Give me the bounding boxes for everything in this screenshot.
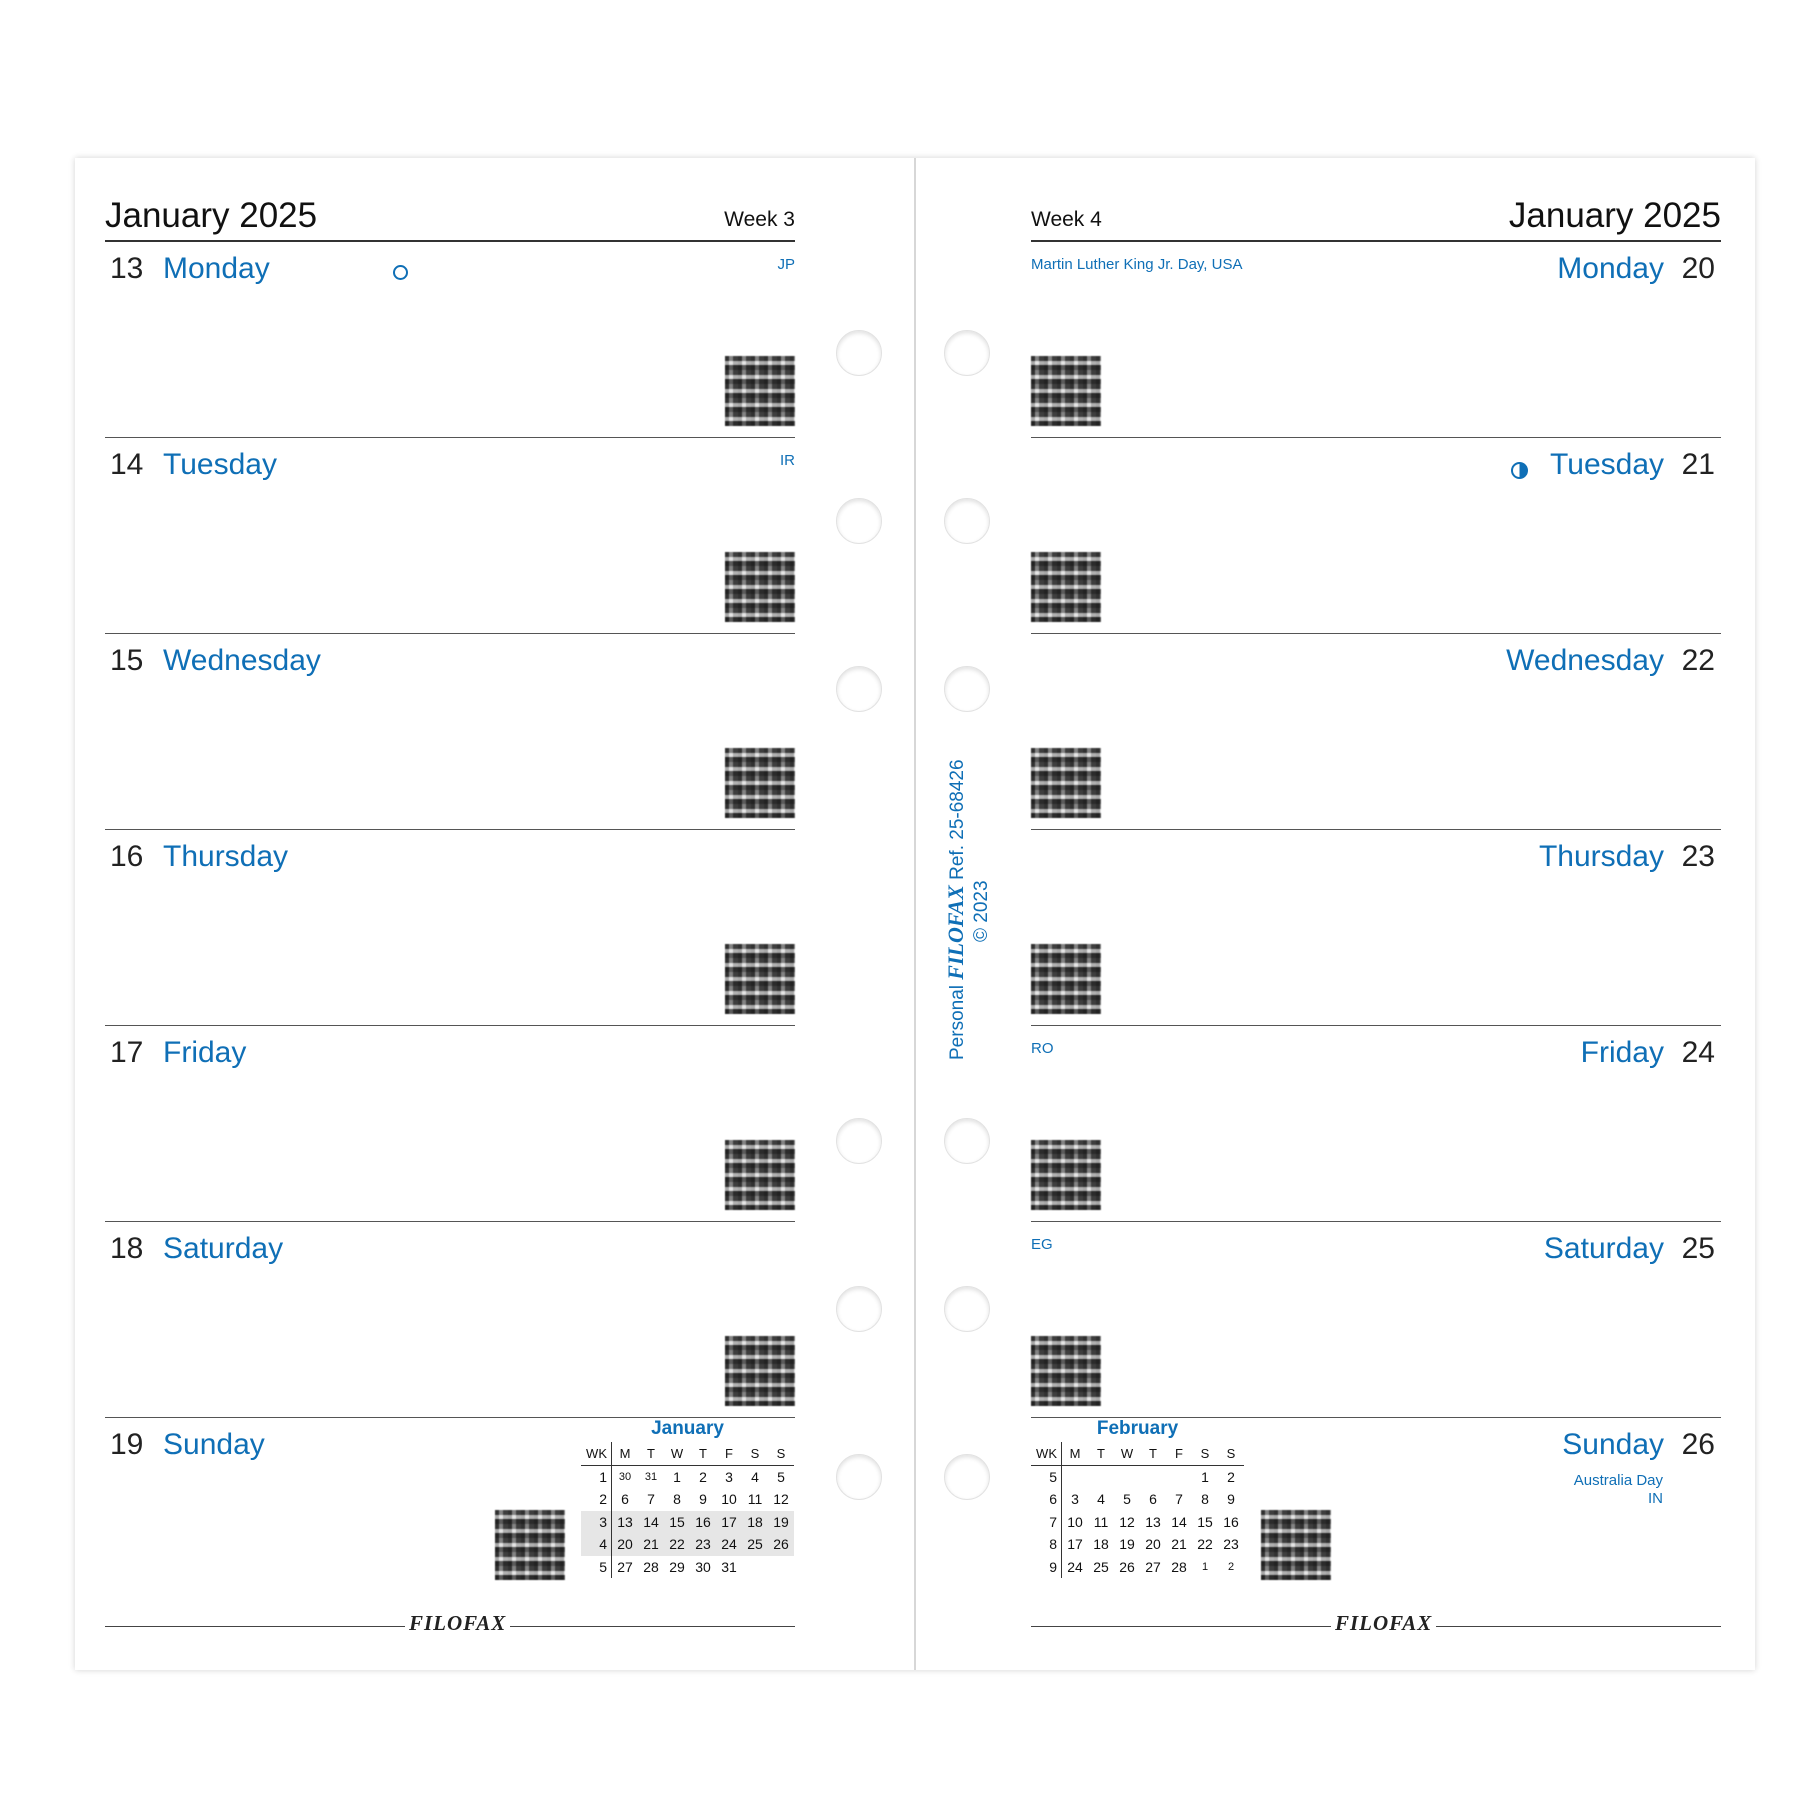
binder-hole — [944, 666, 990, 712]
date-cell: 28 — [1171, 1558, 1187, 1575]
date-cell: 21 — [638, 1533, 664, 1556]
mini-calendar-january — [581, 1418, 794, 1578]
date-cell: 19 — [1119, 1536, 1135, 1553]
mini-calendar-row — [581, 1465, 794, 1488]
qr-code-icon — [725, 1140, 795, 1210]
filofax-logo: FILOFAX — [405, 1611, 510, 1636]
holiday-label: RO — [1031, 1040, 1054, 1057]
day-name: Saturday — [1543, 1232, 1664, 1265]
date-cell: 19 — [768, 1511, 794, 1534]
left-page — [105, 158, 795, 1670]
date-cell: 1 — [1201, 1560, 1209, 1573]
day-block-17[interactable] — [105, 1026, 795, 1222]
holiday-label: JP — [777, 256, 795, 273]
mini-calendar-title: February — [1096, 1418, 1179, 1439]
day-number: 21 — [1681, 448, 1715, 481]
date-cell — [768, 1556, 794, 1579]
weekday-header: F — [1166, 1442, 1192, 1465]
date-cell: 9 — [699, 1491, 707, 1508]
date-cell: 2 — [1227, 1468, 1235, 1485]
week-number: 9 — [1031, 1556, 1062, 1579]
day-name: Wednesday — [163, 644, 321, 677]
date-cell: 17 — [1067, 1536, 1083, 1553]
day-block-24[interactable] — [1031, 1026, 1721, 1222]
date-cell: 31 — [644, 1470, 658, 1483]
day-name: Friday — [163, 1036, 247, 1069]
qr-code-icon — [725, 356, 795, 426]
day-name: Saturday — [163, 1232, 284, 1265]
date-cell: 7 — [1175, 1491, 1183, 1508]
date-cell: 5 — [1123, 1491, 1131, 1508]
binder-hole — [944, 1454, 990, 1500]
mini-calendar-title: January — [651, 1418, 724, 1439]
day-name: Sunday — [1562, 1428, 1664, 1461]
page-fold — [914, 158, 916, 1670]
date-cell: 21 — [1171, 1536, 1187, 1553]
qr-code-icon — [1031, 356, 1101, 426]
weekday-header: S — [742, 1442, 768, 1465]
day-block-18[interactable] — [105, 1222, 795, 1418]
date-cell: 8 — [673, 1491, 681, 1508]
mini-calendar-header — [581, 1442, 794, 1465]
day-number: 25 — [1681, 1232, 1715, 1265]
date-cell: 25 — [742, 1533, 768, 1556]
day-name: Wednesday — [1506, 644, 1664, 677]
date-cell — [1166, 1465, 1192, 1488]
weekday-header: W — [664, 1442, 690, 1465]
date-cell: 30 — [618, 1470, 632, 1483]
week-number: 6 — [1031, 1488, 1062, 1511]
date-cell: 2 — [1227, 1560, 1235, 1573]
binder-hole — [836, 1286, 882, 1332]
mini-calendar-row — [581, 1556, 794, 1579]
date-cell: 6 — [621, 1491, 629, 1508]
day-block-14[interactable] — [105, 438, 795, 634]
day-block-13[interactable] — [105, 242, 795, 438]
day-number: 23 — [1681, 840, 1715, 873]
day-name: Thursday — [163, 840, 289, 873]
date-cell: 24 — [1067, 1558, 1083, 1575]
filofax-logo: FILOFAX — [943, 885, 968, 980]
day-block-16[interactable] — [105, 830, 795, 1026]
date-cell: 30 — [695, 1558, 711, 1575]
date-cell: 10 — [721, 1491, 737, 1508]
date-cell: 31 — [721, 1558, 737, 1575]
day-number: 18 — [110, 1232, 144, 1265]
wk-header: WK — [1031, 1442, 1062, 1465]
date-cell: 10 — [1067, 1513, 1083, 1530]
day-name: Monday — [163, 252, 270, 285]
date-cell: 4 — [1097, 1491, 1105, 1508]
date-cell: 18 — [1093, 1536, 1109, 1553]
date-cell: 7 — [647, 1491, 655, 1508]
first-quarter-moon-icon — [1511, 462, 1528, 479]
qr-code-icon — [1031, 552, 1101, 622]
date-cell: 17 — [716, 1511, 742, 1534]
day-block-21[interactable] — [1031, 438, 1721, 634]
mini-calendar-row — [1031, 1488, 1244, 1511]
day-name: Sunday — [163, 1428, 265, 1461]
right-footer — [1031, 1611, 1721, 1641]
date-cell: 26 — [1119, 1558, 1135, 1575]
date-cell: 25 — [1093, 1558, 1109, 1575]
day-number: 26 — [1681, 1428, 1715, 1461]
date-cell: 14 — [638, 1511, 664, 1534]
weekday-header: S — [768, 1442, 794, 1465]
date-cell: 23 — [690, 1533, 716, 1556]
mini-calendar-header — [1031, 1442, 1244, 1465]
day-block-20[interactable] — [1031, 242, 1721, 438]
date-cell — [1088, 1465, 1114, 1488]
date-cell: 4 — [751, 1468, 759, 1485]
right-header — [1031, 188, 1721, 242]
date-cell: 18 — [742, 1511, 768, 1534]
mini-calendar-row — [1031, 1465, 1244, 1488]
day-name: Tuesday — [1550, 448, 1664, 481]
week-number: 7 — [1031, 1511, 1062, 1534]
day-number: 16 — [110, 840, 144, 873]
binder-hole — [944, 498, 990, 544]
day-block-15[interactable] — [105, 634, 795, 830]
date-cell: 12 — [773, 1491, 789, 1508]
date-cell: 3 — [1071, 1491, 1079, 1508]
product-size-label: Personal — [947, 985, 968, 1060]
day-number: 19 — [110, 1428, 144, 1461]
mini-calendar-row — [1031, 1556, 1244, 1579]
mini-calendar-row — [1031, 1533, 1244, 1556]
weekday-header: T — [1140, 1442, 1166, 1465]
binder-hole — [944, 330, 990, 376]
date-cell: 8 — [1201, 1491, 1209, 1508]
day-number: 20 — [1681, 252, 1715, 285]
mini-calendar-row — [581, 1488, 794, 1511]
qr-code-icon — [725, 944, 795, 1014]
date-cell: 16 — [690, 1511, 716, 1534]
day-number: 14 — [110, 448, 144, 481]
day-name: Monday — [1557, 252, 1664, 285]
qr-code-icon — [1031, 748, 1101, 818]
day-number: 15 — [110, 644, 144, 677]
right-page — [1031, 158, 1721, 1670]
holiday-label: IR — [780, 452, 795, 469]
binder-hole — [944, 1286, 990, 1332]
date-cell — [1114, 1465, 1140, 1488]
date-cell: 15 — [1197, 1513, 1213, 1530]
binder-hole — [836, 666, 882, 712]
month-title: January 2025 — [1508, 196, 1721, 235]
date-cell: 5 — [777, 1468, 785, 1485]
qr-code-icon — [725, 1336, 795, 1406]
day-block-25[interactable] — [1031, 1222, 1721, 1418]
wk-header: WK — [581, 1442, 612, 1465]
qr-code-icon — [725, 748, 795, 818]
spine-imprint — [944, 740, 1004, 1060]
date-cell — [742, 1556, 768, 1579]
holiday-note: Australia Day — [1573, 1472, 1663, 1489]
qr-code-icon — [1031, 1336, 1101, 1406]
date-cell: 20 — [1145, 1536, 1161, 1553]
mini-calendar-row — [1031, 1511, 1244, 1534]
full-moon-icon — [393, 265, 408, 280]
day-number: 24 — [1681, 1036, 1715, 1069]
qr-code-icon — [1261, 1510, 1331, 1580]
binder-hole — [836, 1454, 882, 1500]
weekday-header: M — [1062, 1442, 1089, 1465]
date-cell: 13 — [1145, 1513, 1161, 1530]
month-title: January 2025 — [105, 196, 318, 235]
date-cell: 11 — [1093, 1513, 1109, 1530]
day-number: 13 — [110, 252, 144, 285]
date-cell: 26 — [768, 1533, 794, 1556]
weekday-header: T — [638, 1442, 664, 1465]
weekday-header: S — [1218, 1442, 1244, 1465]
day-name: Friday — [1580, 1036, 1664, 1069]
date-cell: 27 — [1145, 1558, 1161, 1575]
date-cell: 22 — [1197, 1536, 1213, 1553]
day-name: Thursday — [1538, 840, 1664, 873]
day-block-22[interactable] — [1031, 634, 1721, 830]
holiday-label: Martin Luther King Jr. Day, USA — [1031, 256, 1243, 273]
date-cell: 2 — [699, 1468, 707, 1485]
week-number: 5 — [1031, 1465, 1062, 1488]
mini-calendar-grid — [1031, 1442, 1244, 1578]
weekday-header: F — [716, 1442, 742, 1465]
qr-code-icon — [725, 552, 795, 622]
binder-hole — [836, 1118, 882, 1164]
copyright-label: © 2023 — [971, 880, 992, 942]
mini-calendar-february — [1031, 1418, 1244, 1578]
mini-calendar-row-current — [581, 1533, 794, 1556]
week-number: 3 — [581, 1511, 612, 1534]
weekday-header: S — [1192, 1442, 1218, 1465]
date-cell: 23 — [1223, 1536, 1239, 1553]
date-cell: 13 — [612, 1511, 639, 1534]
date-cell: 14 — [1171, 1513, 1187, 1530]
left-footer — [105, 1611, 795, 1641]
week-number: 1 — [581, 1465, 612, 1488]
week-label: Week 3 — [724, 208, 795, 231]
weekday-header: T — [690, 1442, 716, 1465]
date-cell: 15 — [664, 1511, 690, 1534]
left-header — [105, 188, 795, 242]
date-cell: 22 — [664, 1533, 690, 1556]
date-cell: 1 — [1201, 1468, 1209, 1485]
date-cell: 29 — [669, 1558, 685, 1575]
day-number: 22 — [1681, 644, 1715, 677]
reference-number: Ref. 25-68426 — [947, 759, 968, 880]
qr-code-icon — [1031, 1140, 1101, 1210]
mini-calendar-row-current — [581, 1511, 794, 1534]
week-number: 8 — [1031, 1533, 1062, 1556]
week-label: Week 4 — [1031, 208, 1102, 231]
holiday-note-country: IN — [1648, 1490, 1663, 1507]
weekday-header: T — [1088, 1442, 1114, 1465]
date-cell — [1062, 1465, 1089, 1488]
day-block-23[interactable] — [1031, 830, 1721, 1026]
binder-hole — [836, 330, 882, 376]
filofax-logo: FILOFAX — [1331, 1611, 1436, 1636]
date-cell: 16 — [1223, 1513, 1239, 1530]
date-cell: 24 — [716, 1533, 742, 1556]
day-name: Tuesday — [163, 448, 277, 481]
date-cell: 3 — [725, 1468, 733, 1485]
binder-hole — [836, 498, 882, 544]
weekday-header: M — [612, 1442, 639, 1465]
date-cell: 20 — [612, 1533, 639, 1556]
date-cell: 28 — [643, 1558, 659, 1575]
date-cell: 1 — [673, 1468, 681, 1485]
date-cell: 11 — [747, 1491, 763, 1508]
date-cell: 12 — [1119, 1513, 1135, 1530]
date-cell: 27 — [617, 1558, 633, 1575]
holiday-label: EG — [1031, 1236, 1053, 1253]
week-number: 4 — [581, 1533, 612, 1556]
mini-calendar-grid — [581, 1442, 794, 1578]
week-number: 5 — [581, 1556, 612, 1579]
weekday-header: W — [1114, 1442, 1140, 1465]
qr-code-icon — [495, 1510, 565, 1580]
date-cell: 6 — [1149, 1491, 1157, 1508]
binder-hole — [944, 1118, 990, 1164]
date-cell: 9 — [1227, 1491, 1235, 1508]
qr-code-icon — [1031, 944, 1101, 1014]
week-number: 2 — [581, 1488, 612, 1511]
day-number: 17 — [110, 1036, 144, 1069]
date-cell — [1140, 1465, 1166, 1488]
